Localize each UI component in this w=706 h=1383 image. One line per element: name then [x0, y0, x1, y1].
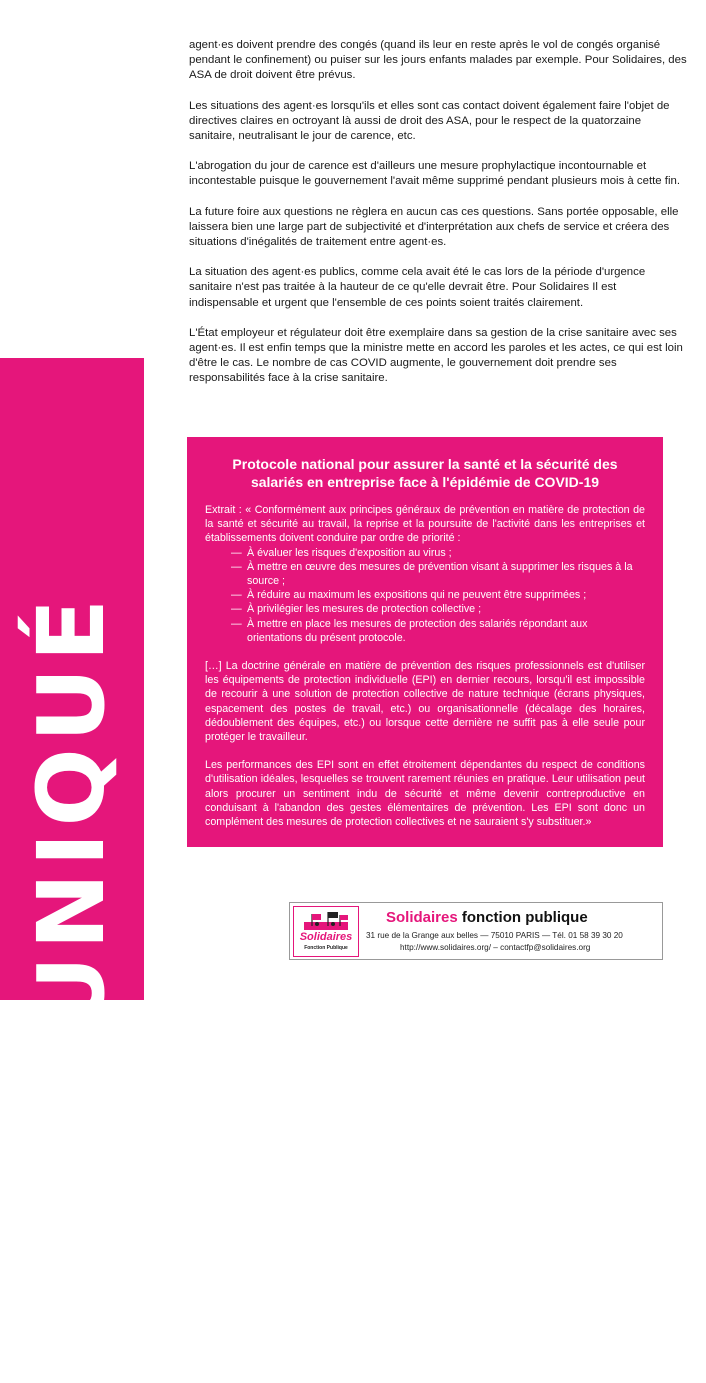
protocol-box [187, 437, 663, 847]
address-line: 31 rue de la Grange aux belles — 75010 PARIS — Tél. 01 58 39 30 20 [366, 931, 623, 940]
dash-marker: — [231, 617, 242, 630]
paragraph: L'abrogation du jour de carence est d'ailleurs une mesure prophylactique incontournable et incontestable puisque le gouvernement l'avait même supprimé pendant plusieurs mois à cette fin. [189, 160, 680, 188]
paragraph: Les situations des agent·es lorsqu'ils et elles sont cas contact doivent également faire l'objet de directives claires en octroyant là aussi de droit des ASA, pour le respect de la quatorzaine sanitaire, neutralisant le jour de carence, etc. [189, 99, 670, 143]
list-item [223, 617, 645, 645]
list-item [223, 560, 645, 588]
paragraph: L'État employeur et régulateur doit être exemplaire dans sa gestion de la crise sanitaire avec ses agent·es. Il est enfin temps que la ministre mette en accord les paroles et les actes, ce qui est loin d'être le cas. Le nombre de cas COVID augmente, le gouvernement doit prendre ses responsabilités face à la crise sanitaire. [189, 326, 683, 385]
epi-paragraph: Les performances des EPI sont en effet étroitement dépendantes du respect de conditions d'utilisation idéales, lesquelles se trouvent rarement réunies en pratique. Leur utilisation peut alors procurer un sentiment indu de sécurité et même devenir contreproductive en conduisant à l'abandon des gestes élémentaires de prévention. Les EPI sont donc un complément des mesures de protection collectives et ne sauraient s'y substituer.» [205, 759, 645, 829]
dash-marker: — [231, 546, 242, 559]
list-item-text: À mettre en œuvre des mesures de prévention visant à supprimer les risques à la source ; [247, 560, 633, 588]
protocol-content [205, 503, 645, 829]
logo-sub: Fonction Publique [304, 945, 348, 951]
flags-icon [302, 912, 350, 930]
priority-list [205, 546, 645, 645]
body-text [189, 38, 689, 402]
org-address [366, 930, 623, 952]
list-item-text: À évaluer les risques d'exposition au virus ; [247, 546, 452, 559]
org-name-black: fonction publique [461, 909, 588, 926]
protocol-intro: Extrait : « Conformément aux principes généraux de prévention en matière de protection de la santé et sécurité au travail, la reprise et la poursuite de l'activité dans les entreprises et établissements doivent conduire par ordre de priorité : [205, 504, 645, 545]
web-contact-link[interactable]: http://www.solidaires.org/ – contactfp@solidaires.org [400, 943, 591, 952]
doctrine-paragraph: […] La doctrine générale en matière de prévention des risques professionnels est d'utiliser les équipements de protection individuelle (EPI) en dernier recours, lorsqu'il est impossible de recourir à une solution de protection collective de nature technique (écrans physiques, espacement des postes de travail, etc.) ou organisationnelle (décalage des horaires, dédoublement des équipes, etc.) ou lorsque cette dernière ne suffit pas à elle seule pour protéger le travailleur. [205, 660, 645, 744]
paragraph: La situation des agent·es publics, comme cela avait été le cas lors de la période d'urgence sanitaire n'est pas traitée à la hauteur de ce qu'elle devrait être. Pour Solidaires Il est indispensable et urgent que l'ensemble de ces points soient traités clairement. [189, 266, 646, 309]
solidaires-logo [293, 906, 359, 957]
list-item [223, 588, 645, 602]
list-item-text: À réduire au maximum les expositions qui ne peuvent être supprimées ; [247, 589, 587, 602]
protocol-title: Protocole national pour assurer la santé et la sécurité des salariés en entreprise face à l'épidémie de COVID-19 [232, 456, 618, 490]
dash-marker: — [231, 560, 242, 573]
communique-title: COMMUNIQUÉ [18, 592, 125, 1383]
sidebar-band [0, 358, 144, 1383]
org-name-pink: Solidaires [386, 909, 458, 926]
list-item [223, 602, 645, 616]
list-item [223, 546, 645, 560]
paragraph: La future foire aux questions ne règlera en aucun cas ces questions. Sans portée opposable, elle laissera bien une large part de subjectivité et d'interprétation aux chefs de service et créera des situations d'inégalités de traitement entre agent·es. [189, 205, 679, 249]
footer-card [289, 902, 663, 960]
logo-brand: Solidaires [299, 931, 353, 943]
org-name [386, 909, 588, 926]
dash-marker: — [231, 589, 242, 602]
paragraph: agent·es doivent prendre des congés (quand ils leur en reste après le vol de congés organisé pendant le confinement) ou puiser sur les jours enfants malades par exemple. Pour Solidaires, des ASA de droit doivent être prévus. [189, 39, 687, 82]
list-item-text: À mettre en place les mesures de protection des salariés répondant aux orientations du présent protocole. [247, 617, 588, 644]
list-item-text: À privilégier les mesures de protection collective ; [247, 603, 482, 616]
dash-marker: — [231, 603, 242, 616]
